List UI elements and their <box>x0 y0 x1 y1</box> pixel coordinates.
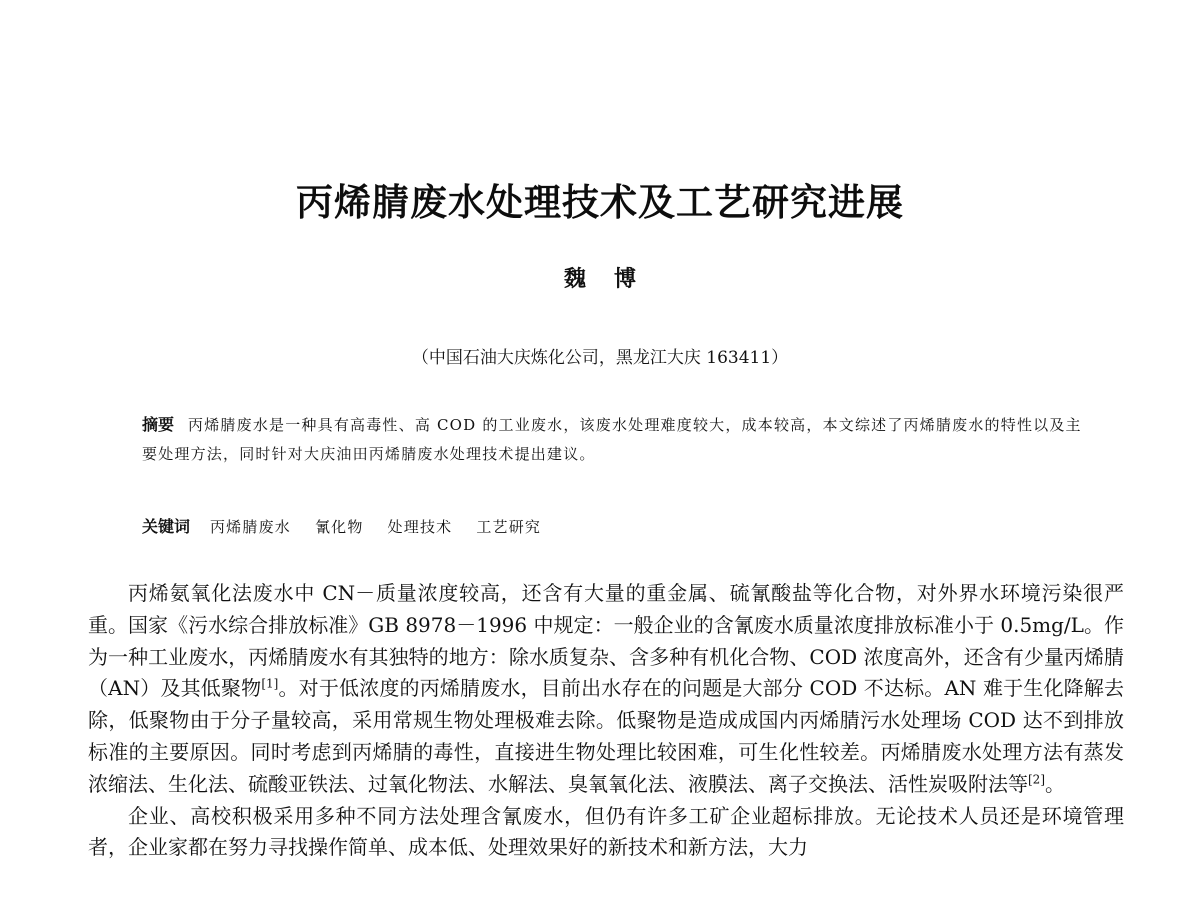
keywords-block <box>142 512 1082 542</box>
abstract-text: 丙烯腈废水是一种具有高毒性、高 COD 的工业废水，该废水处理难度较大，成本较高，本文综述了丙烯腈废水的特性以及主要处理方法，同时针对大庆油田丙烯腈废水处理技术提出建议。 <box>142 416 1082 463</box>
keyword-item: 处理技术 <box>387 518 453 536</box>
abstract-label: 摘要 <box>142 415 175 434</box>
citation-ref-1: [1] <box>261 676 279 691</box>
body-paragraph-1-part-c: 。 <box>1045 771 1065 796</box>
keyword-item: 氰化物 <box>314 518 364 536</box>
keyword-item: 工艺研究 <box>476 518 542 536</box>
body-paragraph-1 <box>88 578 1124 801</box>
body-text <box>88 578 1124 864</box>
citation-ref-2: [2] <box>1028 772 1045 787</box>
keywords-label: 关键词 <box>142 517 191 536</box>
abstract-block <box>142 410 1082 469</box>
body-paragraph-1-part-b: 。对于低浓度的丙烯腈废水，目前出水存在的问题是大部分 COD 不达标。AN 难于生化降解去除，低聚物由于分子量较高，采用常规生物处理极难去除。低聚物是造成成国内丙烯腈污水处理场 COD 达不到排放标准的主要原因。同时考虑到丙烯腈的毒性，直接进生物处理比较困难，可生化性较差。丙烯腈废水处理方法有蒸发浓缩法、生化法、硫酸亚铁法、过氧化物法、水解法、臭氧氧化法、液膜法、离子交换法、活性炭吸附法等 <box>88 676 1124 796</box>
affiliation: （中国石油大庆炼化公司，黑龙江大庆 163411） <box>411 348 789 368</box>
keyword-item: 丙烯腈废水 <box>209 518 291 536</box>
body-paragraph-2: 企业、高校积极采用多种不同方法处理含氰废水，但仍有许多工矿企业超标排放。无论技术人员还是环境管理者，企业家都在努力寻找操作简单、成本低、处理效果好的新技术和新方法，大力 <box>88 803 1124 860</box>
author-name: 魏博 <box>563 267 664 292</box>
paper-title: 丙烯腈废水处理技术及工艺研究进展 <box>296 181 904 224</box>
body-paragraph-1-part-a: 丙烯氨氧化法废水中 CN－质量浓度较高，还含有大量的重金属、硫氰酸盐等化合物，对外界水环境污染很严重。国家《污水综合排放标准》GB 8978－1996 中规定：一般企业的含氰废水质量浓度排放标准小于 0.5mg/L。作为一种工业废水，丙烯腈废水有其独特的地方：除水质复杂、含多种有机化合物、COD 浓度高外，还含有少量丙烯腈（AN）及其低聚物 <box>88 581 1124 701</box>
